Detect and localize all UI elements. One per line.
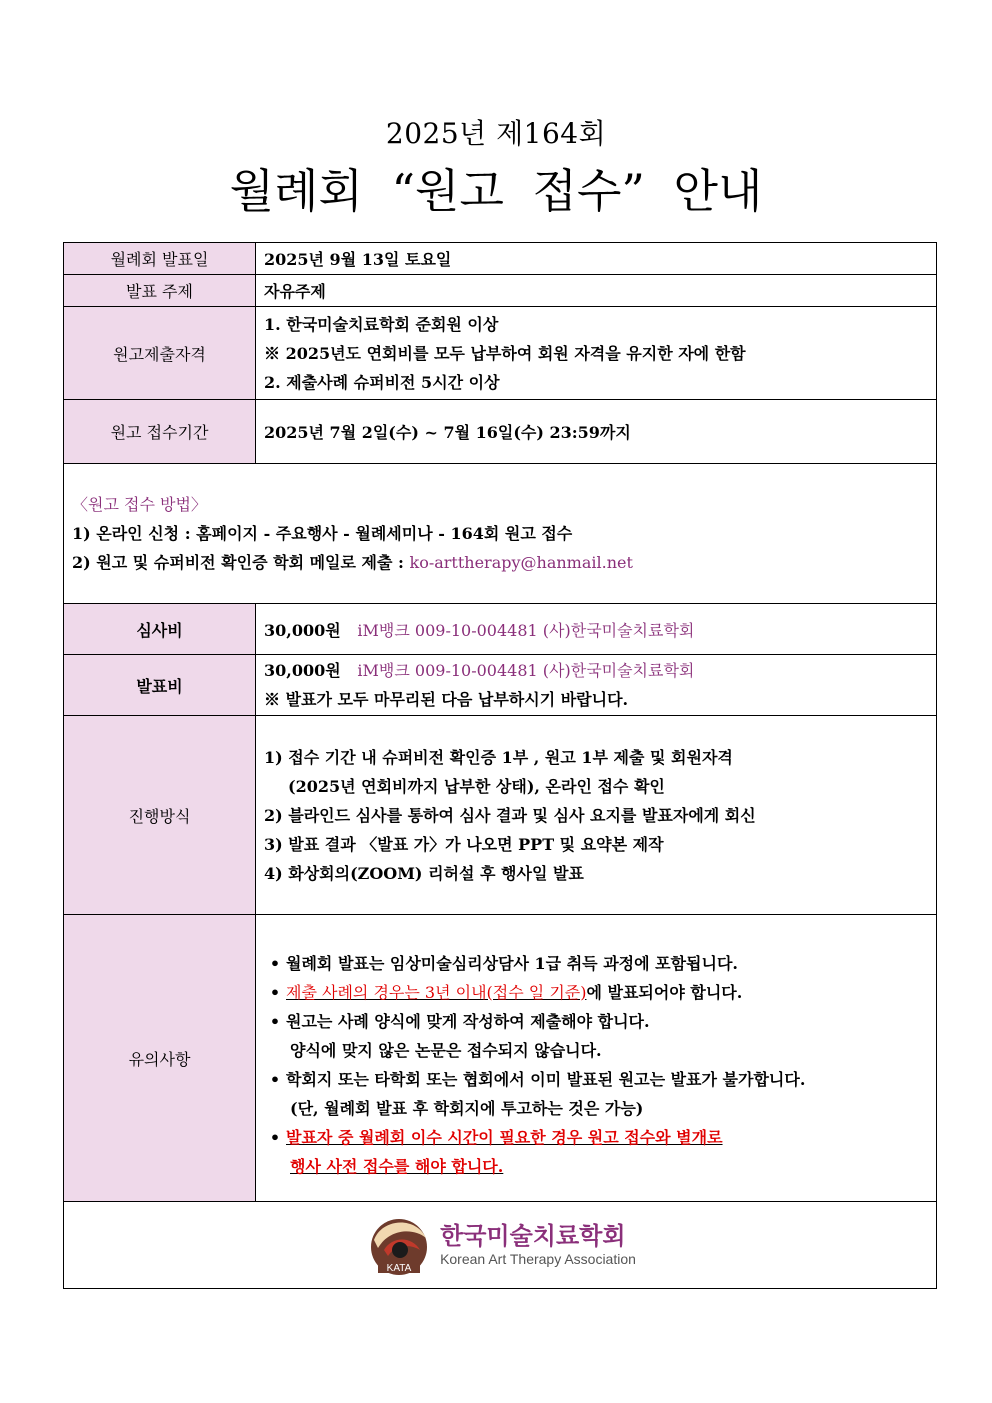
presentation-fee-line xyxy=(264,656,936,685)
method-line-2 xyxy=(72,548,936,577)
method-cell xyxy=(64,464,937,604)
value-topic: 자유주제 xyxy=(256,275,937,307)
label-notes: 유의사항 xyxy=(64,915,256,1202)
label-topic: 발표 주제 xyxy=(64,275,256,307)
note-5 xyxy=(264,1123,936,1152)
row-topic xyxy=(64,275,937,307)
row-qualification xyxy=(64,307,937,400)
logo-name-ko: 한국미술치료학회 xyxy=(440,1222,626,1250)
presentation-fee-amount: 30,000원 xyxy=(264,661,341,680)
bullet-icon: • xyxy=(269,1070,281,1089)
label-date: 월례회 발표일 xyxy=(64,243,256,275)
qualification-line-1: 1. 한국미술치료학회 준회원 이상 xyxy=(264,314,499,334)
value-period: 2025년 7월 2일(수) ~ 7월 16일(수) 23:59까지 xyxy=(256,400,937,464)
row-period xyxy=(64,400,937,464)
bullet-icon: • xyxy=(269,1012,281,1031)
note-5b-text: 행사 사전 접수를 해야 합니다. xyxy=(290,1157,504,1176)
value-review-fee xyxy=(256,604,937,655)
row-notes xyxy=(64,915,937,1202)
kata-emblem-icon xyxy=(364,1210,434,1280)
note-4b: (단, 월례회 발표 후 학회지에 투고하는 것은 가능) xyxy=(290,1099,644,1118)
note-5-text: 발표자 중 월례회 이수 시간이 필요한 경우 원고 접수와 별개로 xyxy=(286,1128,723,1147)
email-link[interactable]: ko-arttherapy@hanmail.net xyxy=(409,553,633,572)
process-line-3: 3) 발표 결과 〈발표 가〉가 나오면 PPT 및 요약본 제작 xyxy=(264,834,664,854)
note-3-text: 원고는 사례 양식에 맞게 작성하여 제출해야 합니다. xyxy=(286,1012,650,1031)
row-method xyxy=(64,464,937,604)
value-qualification xyxy=(256,307,937,400)
value-date: 2025년 9월 13일 토요일 xyxy=(256,243,937,275)
process-line-1b: (2025년 연회비까지 납부한 상태), 온라인 접수 확인 xyxy=(288,776,665,796)
row-logo xyxy=(64,1202,937,1289)
review-fee-account: iM뱅크 009-10-004481 (사)한국미술치료학회 xyxy=(357,620,695,640)
qualification-line-2: ※ 2025년도 연회비를 모두 납부하여 회원 자격을 유지한 자에 한함 xyxy=(264,343,746,363)
label-qualification: 원고제출자격 xyxy=(64,307,256,400)
value-presentation-fee xyxy=(256,655,937,716)
bullet-icon: • xyxy=(269,1128,281,1147)
label-presentation-fee: 발표비 xyxy=(64,655,256,716)
note-3 xyxy=(264,1007,936,1036)
row-date xyxy=(64,243,937,275)
value-notes xyxy=(256,915,937,1202)
row-process xyxy=(64,716,937,915)
association-logo xyxy=(64,1202,936,1288)
presentation-fee-account: iM뱅크 009-10-004481 (사)한국미술치료학회 xyxy=(357,661,695,680)
review-fee-amount: 30,000원 xyxy=(264,620,341,640)
label-period: 원고 접수기간 xyxy=(64,400,256,464)
note-5b xyxy=(264,1152,936,1181)
note-4-text: 학회지 또는 타학회 또는 협회에서 이미 발표된 원고는 발표가 불가합니다. xyxy=(286,1070,806,1089)
value-process xyxy=(256,716,937,915)
method-heading: 〈원고 접수 방법〉 xyxy=(72,495,207,514)
note-3b: 양식에 맞지 않은 논문은 접수되지 않습니다. xyxy=(290,1041,602,1060)
bullet-icon: • xyxy=(269,983,281,1002)
logo-text xyxy=(440,1222,636,1268)
row-presentation-fee xyxy=(64,655,937,716)
method-line-1: 1) 온라인 신청 : 홈페이지 - 주요행사 - 월례세미나 - 164회 원고 접수 xyxy=(72,524,573,543)
label-process: 진행방식 xyxy=(64,716,256,915)
process-line-2: 2) 블라인드 심사를 통하여 심사 결과 및 심사 요지를 발표자에게 회신 xyxy=(264,805,756,825)
subtitle: 2025년 제164회 xyxy=(385,117,607,150)
note-1 xyxy=(264,949,936,978)
note-2-text: 에 발표되어야 합니다. xyxy=(586,983,743,1002)
note-1-text: 월례회 발표는 임상미술심리상담사 1급 취득 과정에 포함됩니다. xyxy=(286,954,738,973)
note-4 xyxy=(264,1065,936,1094)
logo-abbr: KATA xyxy=(386,1263,412,1274)
process-line-4: 4) 화상회의(ZOOM) 리허설 후 행사일 발표 xyxy=(264,863,584,883)
note-2 xyxy=(264,978,936,1007)
method-line-2-text: 2) 원고 및 슈퍼비전 확인증 학회 메일로 제출 : xyxy=(72,553,410,572)
note-2-highlight: 제출 사례의 경우는 3년 이내(접수 일 기준) xyxy=(286,983,587,1002)
page-title: 월례회 “원고 접수” 안내 xyxy=(229,164,763,218)
label-review-fee: 심사비 xyxy=(64,604,256,655)
logo-name-en: Korean Art Therapy Association xyxy=(440,1251,636,1267)
bullet-icon: • xyxy=(269,954,281,973)
info-table xyxy=(63,242,937,1289)
process-line-1: 1) 접수 기간 내 슈퍼비전 확인증 1부 , 원고 1부 제출 및 회원자격 xyxy=(264,747,733,767)
logo-cell xyxy=(64,1202,937,1289)
presentation-fee-note: ※ 발표가 모두 마무리된 다음 납부하시기 바랍니다. xyxy=(264,690,629,709)
row-review-fee xyxy=(64,604,937,655)
qualification-line-3: 2. 제출사례 슈퍼비전 5시간 이상 xyxy=(264,372,500,392)
